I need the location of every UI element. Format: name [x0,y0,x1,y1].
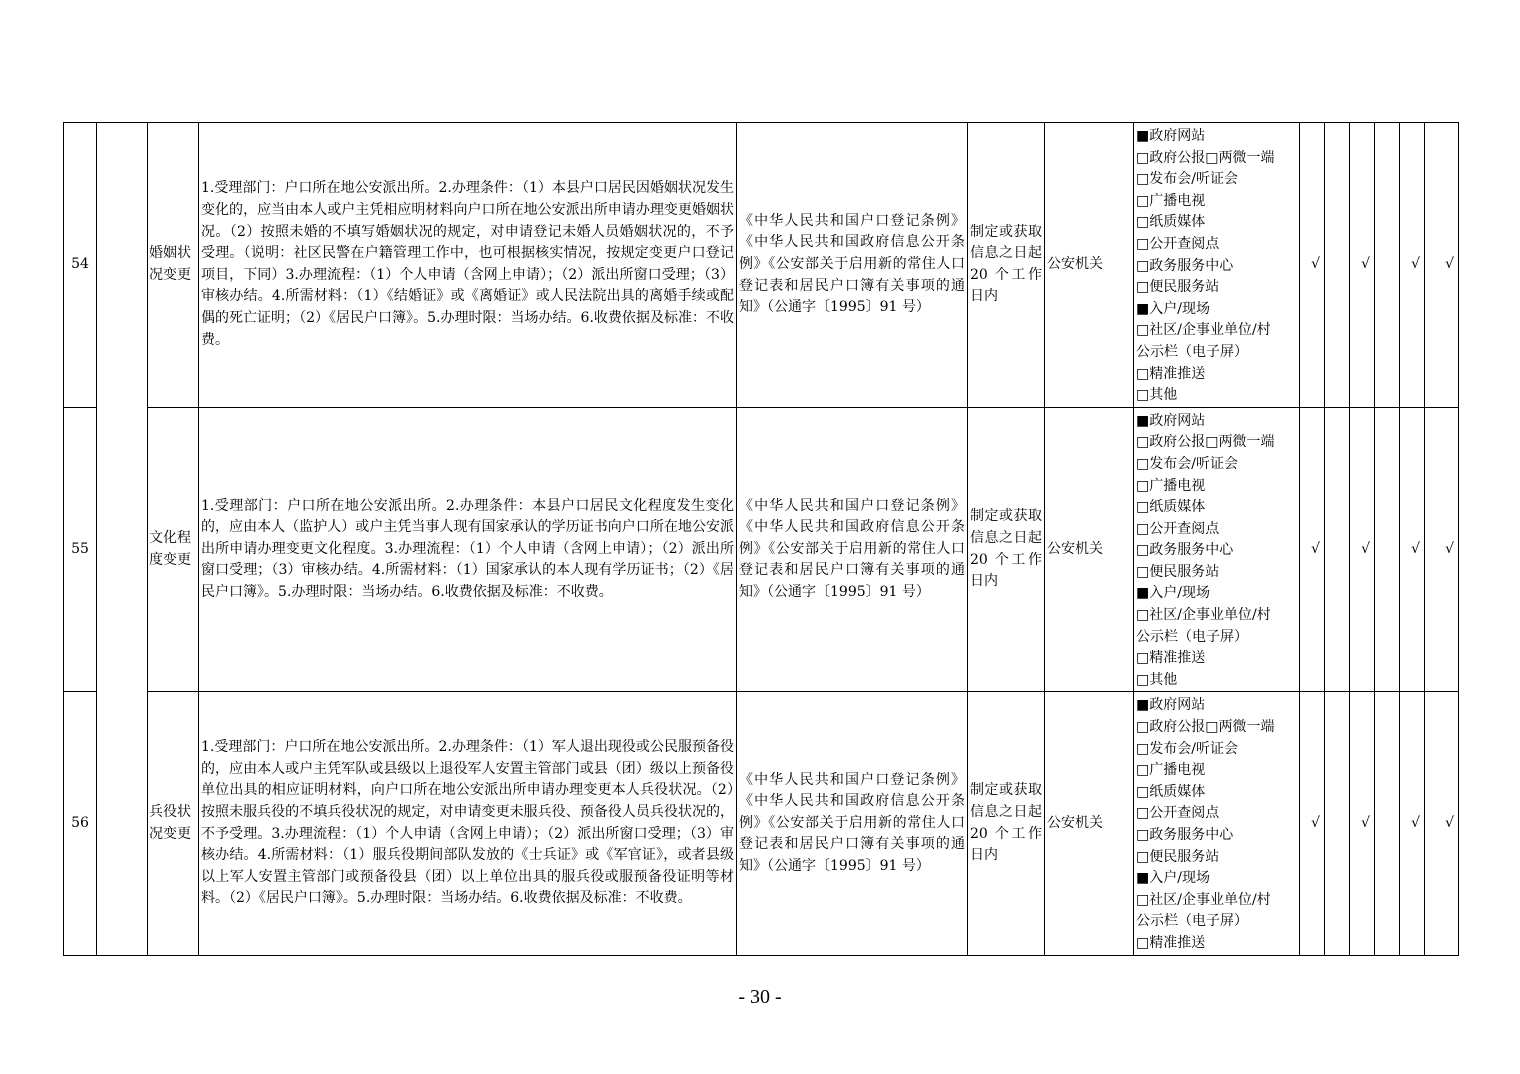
disclosure-channels [1134,123,1300,408]
row-number: 56 [64,692,97,955]
table-row [64,407,1459,692]
channel-item: □精准推送 [1136,934,1206,951]
check-mark: √ [1425,123,1459,408]
check-mark [1375,123,1400,408]
check-mark: √ [1425,692,1459,955]
disclosure-subject: 公安机关 [1045,123,1134,408]
item-content: 1.受理部门：户口所在地公安派出所。2.办理条件：本县户口居民文化程度发生变化的，应由本人（监护人）或户主凭当事人现有国家承认的学历证书向户口所在地公安派出所申请办理变更文化程度。3.办理流程：（1）个人申请（含网上申请）；（2）派出所窗口受理；（3）审核办结。4.所需材料：（1）国家承认的本人现有学历证书；（2）《居民户口簿》。5.办理时限：当场办结。6.收费依据及标准：不收费。 [199,407,737,692]
channel-item: ■政府网站 [1136,697,1206,714]
table-row [64,123,1459,408]
channel-item: □纸质媒体 [1136,214,1206,231]
item-name: 文化程度变更 [148,407,199,692]
check-mark [1325,407,1350,692]
channel-item: □精准推送 [1136,650,1206,667]
channel-item: □政府公报□两微一端 [1136,434,1275,451]
disclosure-subject: 公安机关 [1045,692,1134,955]
channel-item: □发布会/听证会 [1136,455,1238,472]
channel-item: □社区/企事业单位/村 [1136,607,1271,624]
check-mark [1325,123,1350,408]
channel-item: ■政府网站 [1136,128,1206,144]
item-name: 婚姻状况变更 [148,123,199,408]
time-limit: 制定或获取信息之日起 20 个工作日内 [968,123,1045,408]
channel-item: □广播电视 [1136,762,1206,779]
check-mark: √ [1400,407,1425,692]
channel-item: □广播电视 [1136,192,1206,209]
item-content: 1.受理部门：户口所在地公安派出所。2.办理条件：（1）本县户口居民因婚姻状况发生变化的，应当由本人或户主凭相应明材料向户口所在地公安派出所申请办理变更婚姻状况。（2）按照未婚的不填写婚姻状况的规定，对申请登记未婚人员婚姻状况的，不予受理。（说明：社区民警在户籍管理工作中，也可根据核实情况，按规定变更户口登记项目，下同）3.办理流程：（1）个人申请（含网上申请）；（2）派出所窗口受理；（3）审核办结。4.所需材料：（1）《结婚证》或《离婚证》或人民法院出具的离婚手续或配偶的死亡证明；（2）《居民户口簿》。5.办理时限：当场办结。6.收费依据及标准：不收费。 [199,123,737,408]
channel-item: □其他 [1136,671,1178,688]
row-number: 54 [64,123,97,408]
channel-item: □便民服务站 [1136,848,1220,865]
page-number: - 30 - [738,986,782,1008]
channel-item: □公开查阅点 [1136,520,1220,537]
channel-item: □政务服务中心 [1136,827,1234,843]
item-name: 兵役状况变更 [148,692,199,955]
channel-item: □发布会/听证会 [1136,171,1238,188]
channel-item: □公开查阅点 [1136,235,1220,252]
legal-basis: 《中华人民共和国户口登记条例》《中华人民共和国政府信息公开条例》《公安部关于启用新的常住人口登记表和居民户口簿有关事项的通知》（公通字〔1995〕91 号） [737,692,968,955]
check-mark: √ [1300,692,1325,955]
channel-item: □其他 [1136,387,1178,404]
channel-item: □纸质媒体 [1136,783,1206,800]
channel-item: □纸质媒体 [1136,499,1206,516]
check-mark [1375,692,1400,955]
channel-item: □公开查阅点 [1136,805,1220,822]
channel-item: □政府公报□两微一端 [1136,719,1275,736]
disclosure-subject: 公安机关 [1045,407,1134,692]
check-mark: √ [1400,692,1425,955]
channel-item: □社区/企事业单位/村 [1136,322,1271,339]
time-limit: 制定或获取信息之日起 20 个工作日内 [968,407,1045,692]
channel-item: □政府公报□两微一端 [1136,149,1275,166]
channel-item: □政务服务中心 [1136,257,1234,274]
channel-item: □发布会/听证会 [1136,740,1238,757]
check-mark [1325,692,1350,955]
channel-item: ■政府网站 [1136,412,1206,429]
channel-item: 公示栏（电子屏） [1136,913,1248,930]
table-row [64,692,1459,955]
channel-item: ■入户/现场 [1136,300,1210,317]
row-number: 55 [64,407,97,692]
channel-item: ■入户/现场 [1136,585,1210,602]
disclosure-channels [1134,407,1300,692]
check-mark: √ [1425,407,1459,692]
disclosure-table [63,122,1459,956]
check-mark: √ [1350,123,1375,408]
channel-item: □社区/企事业单位/村 [1136,891,1271,908]
channel-item: □广播电视 [1136,477,1206,494]
category-cell [97,123,148,956]
check-mark: √ [1300,123,1325,408]
channel-item: □精准推送 [1136,365,1206,382]
time-limit: 制定或获取信息之日起 20 个工作日内 [968,692,1045,955]
check-mark: √ [1350,692,1375,955]
channel-item: 公示栏（电子屏） [1136,343,1248,360]
legal-basis: 《中华人民共和国户口登记条例》《中华人民共和国政府信息公开条例》《公安部关于启用新的常住人口登记表和居民户口簿有关事项的通知》（公通字〔1995〕91 号） [737,407,968,692]
check-mark: √ [1300,407,1325,692]
channel-item: 公示栏（电子屏） [1136,628,1248,645]
channel-item: □便民服务站 [1136,279,1220,296]
item-content: 1.受理部门：户口所在地公安派出所。2.办理条件：（1）军人退出现役或公民服预备役的，应由本人或户主凭军队或县级以上退役军人安置主管部门或县（团）级以上预备役单位出具的相应证明材料，向户口所在地公安派出所申请办理变更本人兵役状况。（2）按照未服兵役的不填兵役状况的规定，对申请变更未服兵役、预备役人员兵役状况的，不予受理。3.办理流程：（1）个人申请（含网上申请）；（2）派出所窗口受理；（3）审核办结。4.所需材料：（1）服兵役期间部队发放的《士兵证》或《军官证》，或者县级以上军人安置主管部门或预备役县（团）以上单位出具的服兵役或服预备役证明等材料。（2）《居民户口簿》。5.办理时限：当场办结。6.收费依据及标准：不收费。 [199,692,737,955]
channel-item: ■入户/现场 [1136,870,1210,887]
channel-item: □政务服务中心 [1136,542,1234,559]
disclosure-channels [1134,692,1300,955]
check-mark: √ [1400,123,1425,408]
check-mark [1375,407,1400,692]
check-mark: √ [1350,407,1375,692]
legal-basis: 《中华人民共和国户口登记条例》《中华人民共和国政府信息公开条例》《公安部关于启用新的常住人口登记表和居民户口簿有关事项的通知》（公通字〔1995〕91 号） [737,123,968,408]
channel-item: □便民服务站 [1136,563,1220,580]
